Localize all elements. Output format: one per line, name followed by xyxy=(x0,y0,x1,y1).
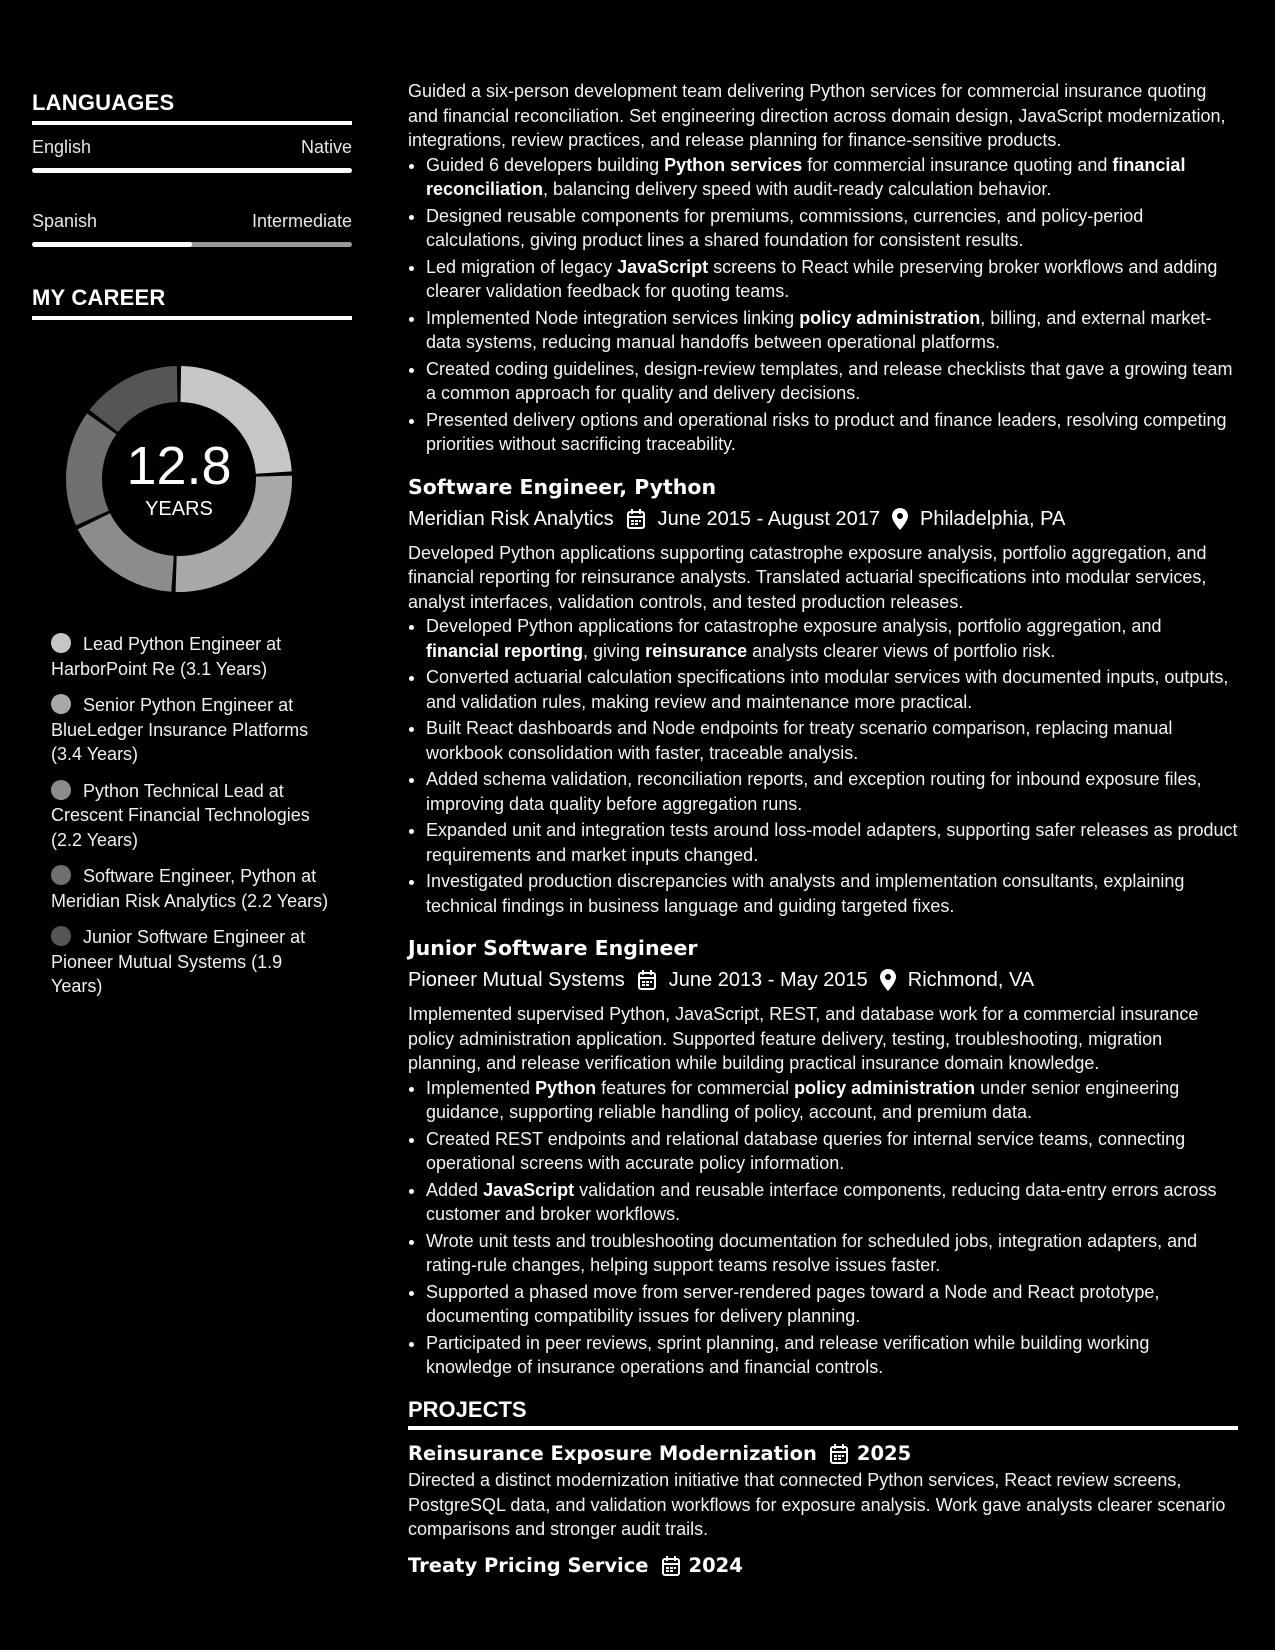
career-donut-center xyxy=(64,364,294,594)
bullet-item xyxy=(426,1229,1238,1278)
career-legend-text: Lead Python Engineer at HarborPoint Re (3.1 Years) xyxy=(51,634,282,679)
bullet-text: Implemented Node integration services linking xyxy=(426,307,800,328)
bullet-item xyxy=(426,716,1238,765)
calendar-icon xyxy=(829,1443,849,1465)
bullet-text: Created coding guidelines, design-review templates, and release checklists that gave a growing team a common approach for quality and delivery decisions. xyxy=(426,358,1233,403)
bullet-text: Created REST endpoints and relational database queries for internal service teams, connecting operational screens with accurate policy information. xyxy=(426,1128,1186,1173)
bullet-item xyxy=(426,767,1238,816)
language-proficiency-bar xyxy=(32,168,352,173)
project-title-row xyxy=(408,1440,1238,1468)
career-total-unit: YEARS xyxy=(145,497,213,520)
bullet-item xyxy=(426,614,1238,663)
bullet-item xyxy=(426,204,1238,253)
bullet-item xyxy=(426,153,1238,202)
career-total-years: 12.8 xyxy=(126,435,232,496)
projects-section xyxy=(408,1398,1238,1580)
job-entry xyxy=(408,934,1238,1380)
career-legend-item xyxy=(51,925,331,999)
project-description: Directed a distinct modernization initiative that connected Python services, React review screens, PostgreSQL data, and validation workflows for exposure analysis. Work gave analysts clearer scenario comparisons and stronger audit trails. xyxy=(408,1470,1226,1539)
career-legend-text: Software Engineer, Python at Meridian Risk Analytics (2.2 Years) xyxy=(51,866,329,911)
bullet-text: Presented delivery options and operational risks to product and finance leaders, resolving competing priorities without sacrificing traceability. xyxy=(426,409,1227,454)
languages-list xyxy=(32,137,352,247)
job-dates: June 2015 - August 2017 xyxy=(657,507,881,530)
career-legend-item xyxy=(51,693,331,767)
bullet-keyword: Python services xyxy=(664,154,803,175)
bullet-text: Added schema validation, reconciliation reports, and exception routing for inbound exposure files, improving data quality before aggregation runs. xyxy=(426,769,1202,814)
career-legend-item xyxy=(51,864,331,913)
bullet-text: Expanded unit and integration tests around loss-model adapters, supporting safer releases as product requirements and market inputs changed. xyxy=(426,820,1238,865)
job-meta xyxy=(408,505,1238,533)
main-content xyxy=(408,79,1238,1580)
bullet-text: Designed reusable components for premiums, commissions, currencies, and policy-period calculations, giving product lines a shared foundation for consistent results. xyxy=(426,205,1144,250)
bullet-text: , giving xyxy=(583,640,646,661)
bullet-text: under senior engineering guidance, supporting reliable handling of policy, account, and premium data. xyxy=(426,1077,1180,1122)
legend-dot-icon xyxy=(51,926,71,946)
job-summary: Implemented supervised Python, JavaScript, REST, and database work for a commercial insurance policy administration application. Supported feature delivery, testing, troubleshooting, migration planning, and release verification while building practical insurance domain knowledge. xyxy=(408,1004,1199,1073)
career-legend xyxy=(51,632,331,999)
job-bullets xyxy=(408,1076,1238,1380)
bullet-item xyxy=(426,1127,1238,1176)
career-legend-item xyxy=(51,779,331,853)
language-item xyxy=(32,211,352,247)
legend-dot-icon xyxy=(51,633,71,653)
projects-heading: PROJECTS xyxy=(408,1398,1238,1431)
bullet-item xyxy=(426,665,1238,714)
bullet-text: for commercial insurance quoting and xyxy=(802,154,1113,175)
bullet-keyword: JavaScript xyxy=(483,1179,575,1200)
bullet-item xyxy=(426,306,1238,355)
bullet-item xyxy=(426,408,1238,457)
project-title: Reinsurance Exposure Modernization xyxy=(408,1442,817,1465)
bullet-text: , billing, and external market-data systems, reducing manual handoffs between operational platforms. xyxy=(426,307,1212,352)
career-legend-item xyxy=(51,632,331,681)
language-proficiency-bar xyxy=(32,242,352,247)
bullet-text: analysts clearer views of portfolio risk. xyxy=(747,640,1056,661)
map-pin-icon xyxy=(880,969,896,991)
project-title: Treaty Pricing Service xyxy=(408,1553,649,1577)
legend-dot-icon xyxy=(51,694,71,714)
project-entry xyxy=(408,1440,1238,1542)
job-title: Software Engineer, Python xyxy=(408,474,717,499)
bullet-keyword: reinsurance xyxy=(645,640,748,661)
project-year: 2024 xyxy=(688,1553,743,1577)
bullet-text: Built React dashboards and Node endpoints for treaty scenario comparison, replacing manual workbook consolidation with faster, traceable analysis. xyxy=(426,718,1173,763)
project-title-row xyxy=(408,1552,1238,1580)
job-location: Philadelphia, PA xyxy=(920,507,1066,530)
bullet-text: Developed Python applications for catastrophe exposure analysis, portfolio aggregation, and xyxy=(426,616,1162,636)
project-entry xyxy=(408,1552,1238,1580)
bullet-keyword: financial reporting xyxy=(426,640,584,661)
language-level: Native xyxy=(300,137,352,157)
language-item xyxy=(32,137,352,173)
job-summary: Guided a six-person development team delivering Python services for commercial insurance quoting and financial reconciliation. Set engineering direction across domain design, JavaScript modernization, integrations, review practices, and release planning for finance-sensitive products. xyxy=(408,81,1226,150)
bullet-text: Converted actuarial calculation specifications into modular services with documented inputs, outputs, and validation rules, making review and maintenance more practical. xyxy=(426,667,1229,712)
bullet-text: Participated in peer reviews, sprint planning, and release verification while building working knowledge of insurance operations and financial controls. xyxy=(426,1332,1150,1377)
language-level: Intermediate xyxy=(251,211,352,231)
bullet-text: features for commercial xyxy=(596,1077,795,1098)
bullet-text: validation and reusable interface components, reducing data-entry errors across customer and broker workflows. xyxy=(426,1179,1217,1224)
bullet-keyword: JavaScript xyxy=(617,256,709,277)
project-year: 2025 xyxy=(856,1442,912,1465)
bullet-item xyxy=(426,869,1238,918)
bullet-text: Investigated production discrepancies with analysts and implementation consultants, explaining technical findings in business language and guiding targeted fixes. xyxy=(426,871,1185,916)
job-title: Junior Software Engineer xyxy=(408,936,698,960)
experience-continued xyxy=(408,79,1238,457)
bullet-item xyxy=(426,1331,1238,1380)
bullet-item xyxy=(426,1280,1238,1329)
job-location: Richmond, VA xyxy=(907,969,1035,991)
job-entry xyxy=(408,473,1238,919)
bullet-text: , balancing delivery speed with audit-ready calculation behavior. xyxy=(543,179,1052,199)
job-company: Pioneer Mutual Systems xyxy=(408,969,625,991)
bullet-text: Supported a phased move from server-rendered pages toward a Node and React prototype, documenting compatibility issues for delivery planning. xyxy=(426,1281,1160,1326)
career-legend-text: Python Technical Lead at Crescent Financial Technologies (2.2 Years) xyxy=(51,780,310,850)
languages-heading: LANGUAGES xyxy=(32,90,352,125)
bullet-keyword: financial reconciliation xyxy=(426,154,1186,199)
career-donut-chart xyxy=(64,364,294,594)
bullet-keyword: policy administration xyxy=(799,307,981,328)
bullet-item xyxy=(426,818,1238,867)
calendar-icon xyxy=(661,1555,681,1577)
bullet-text: Led migration of legacy xyxy=(426,256,618,277)
bullet-text: Guided 6 developers building xyxy=(426,154,665,175)
job-bullets xyxy=(408,614,1238,918)
bullet-text: screens to React while preserving broker workflows and adding clearer validation feedback for quoting teams. xyxy=(426,256,1218,301)
legend-dot-icon xyxy=(51,780,71,800)
map-pin-icon xyxy=(892,508,908,530)
bullet-item xyxy=(426,357,1238,406)
calendar-icon xyxy=(626,508,646,530)
sidebar xyxy=(32,90,352,1011)
bullet-item xyxy=(426,1178,1238,1227)
job-bullets xyxy=(408,153,1238,457)
bullet-item xyxy=(426,1076,1238,1125)
legend-dot-icon xyxy=(51,865,71,885)
language-proficiency-fill xyxy=(32,168,352,173)
career-legend-text: Senior Python Engineer at BlueLedger Insurance Platforms (3.4 Years) xyxy=(51,695,309,764)
bullet-text: Implemented xyxy=(426,1077,536,1098)
bullet-keyword: Python xyxy=(535,1077,597,1098)
language-name: Spanish xyxy=(32,211,98,231)
career-legend-text: Junior Software Engineer at Pioneer Mutual Systems (1.9 Years) xyxy=(51,927,306,996)
language-proficiency-fill xyxy=(32,242,192,247)
bullet-text: Added xyxy=(426,1179,484,1200)
calendar-icon xyxy=(637,969,657,991)
job-dates: June 2013 - May 2015 xyxy=(668,969,868,991)
job-summary: Developed Python applications supporting catastrophe exposure analysis, portfolio aggregation, and financial reporting for reinsurance analysts. Translated actuarial specifications into modular services, analyst interfaces, validation controls, and tested production releases. xyxy=(408,542,1207,612)
language-name: English xyxy=(32,137,92,157)
bullet-item xyxy=(426,255,1238,304)
job-meta xyxy=(408,966,1238,994)
job-company: Meridian Risk Analytics xyxy=(408,507,614,530)
career-heading: MY CAREER xyxy=(32,285,352,320)
bullet-text: Wrote unit tests and troubleshooting documentation for scheduled jobs, integration adapters, and rating-rule changes, helping support teams resolve issues faster. xyxy=(426,1230,1198,1275)
bullet-keyword: policy administration xyxy=(794,1077,976,1098)
